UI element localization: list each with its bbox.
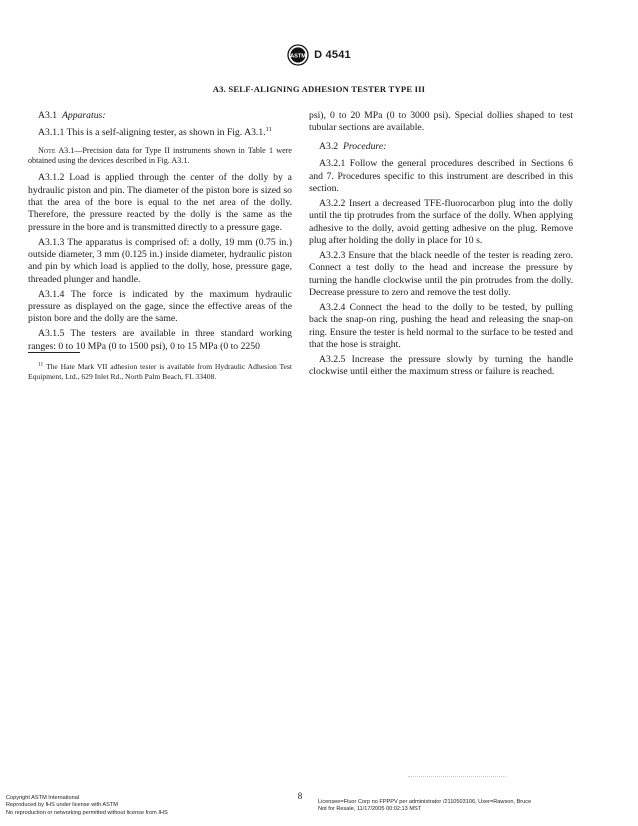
- paragraph-a3-2-5: A3.2.5 Increase the pressure slowly by turning the handle clockwise until either the maximum stress or failure is reached.: [309, 353, 573, 378]
- paragraph-a3-1-5-continued: psi), 0 to 20 MPa (0 to 3000 psi). Special dollies shaped to test tubular sections are available.: [309, 110, 573, 134]
- footnote-divider: [28, 352, 80, 353]
- footnote-11: $^{11}$ The Hate Mark VII adhesion tester is available from Hydraulic Adhesion Test Equipment, Ltd., 629 Inlet Rd., North Palm Beach, FL 33408.: [28, 361, 292, 382]
- footer-copyright: [6, 795, 168, 817]
- astm-logo-icon: [287, 44, 309, 66]
- footer-line: Licensee=Fluor Corp no FPPPV per administrator /2110503106, User=Rawson, Bruce: [318, 799, 532, 805]
- footer-line: Reproduced by IHS under license with ASTM: [6, 802, 118, 809]
- paragraph-a3-1-3: A3.1.3 The apparatus is comprised of: a dolly, 19 mm (0.75 in.) outside diameter, 3 mm (0.125 in.) inside diameter, hydraulic piston and pin by which load is applied to the dolly, hose, pressure gage, threaded plunger and handle.: [28, 236, 292, 285]
- paragraph-a3-1-2: A3.1.2 Load is applied through the center of the dolly by a hydraulic piston and pin. The diameter of the piston bore is sized so that the area of the bore is equal to the net area of the dolly. Therefore, the pressure reacted by the dolly is the same as the pressure in the bore and is transmitted directly to a pressure gage.: [28, 172, 292, 233]
- footer-line: Copyright ASTM International: [6, 795, 80, 801]
- footer-line: No reproduction or networking permitted without license from IHS: [6, 809, 168, 816]
- section-title: A3. SELF-ALIGNING ADHESION TESTER TYPE III: [212, 84, 426, 94]
- paragraph-a3-1-4: A3.1.4 The force is indicated by the maximum hydraulic pressure as displayed on the gage, since the effective areas of the piston bore and the dolly are the same.: [28, 288, 292, 325]
- footer-line: Not for Resale, 11/17/2005 00:02:13 MST: [318, 806, 422, 813]
- paragraph-a3-1-5: A3.1.5 The testers are available in three standard working ranges: 0 to 10 MPa (0 to 1500 psi), 0 to 15 MPa (0 to 2250: [28, 328, 292, 352]
- paragraph-a3-2-1: A3.2.1 Follow the general procedures described in Sections 6 and 7. Procedures specific to this instrument are described in this section.: [309, 158, 573, 195]
- page-number: 8: [297, 791, 303, 801]
- paragraph-a3-2-4: A3.2.4 Connect the head to the dolly to be tested, by pulling back the snap-on ring, pushing the head and releasing the snap-on ring. Ensure the tester is held normal to the surface to be tested and that the hose is straight.: [309, 301, 573, 351]
- paragraph-a3-1-1: A3.1.1 This is a self-aligning tester, as shown in Fig. A3.1.11: [38, 126, 272, 139]
- standard-designation: D 4541: [314, 49, 351, 61]
- heading-a3-2: A3.2 Procedure:: [319, 140, 387, 152]
- footer-license: [318, 799, 531, 814]
- left-column: [28, 110, 292, 355]
- paragraph-a3-2-3: A3.2.3 Ensure that the black needle of the tester is reading zero. Connect a test dolly to the head and increase the pressure by turning the handle clockwise until the pin protrudes from the dolly. Decrease pressure to zero and remove the test dolly.: [309, 249, 573, 299]
- right-column: [309, 110, 573, 381]
- footnote-ref: 11: [265, 126, 272, 134]
- page-header: [0, 44, 638, 66]
- logo-text: ASTM: [290, 53, 307, 60]
- paragraph-a3-2-2: A3.2.2 Insert a decreased TFE-fluorocarbon plug into the dolly until the tip protrudes from the surface of the dolly. When applying adhesive to the dolly, avoid getting adhesive on the plug. Remove plug after holding the dolly in place for 10 s.: [309, 197, 573, 247]
- note-a3-1: Note A3.1—Precision data for Type II instruments shown in Table 1 were obtained using the devices described in Fig. A3.1.: [28, 145, 292, 166]
- scan-artifact: [408, 776, 506, 780]
- heading-a3-1: A3.1 Apparatus:: [38, 110, 106, 121]
